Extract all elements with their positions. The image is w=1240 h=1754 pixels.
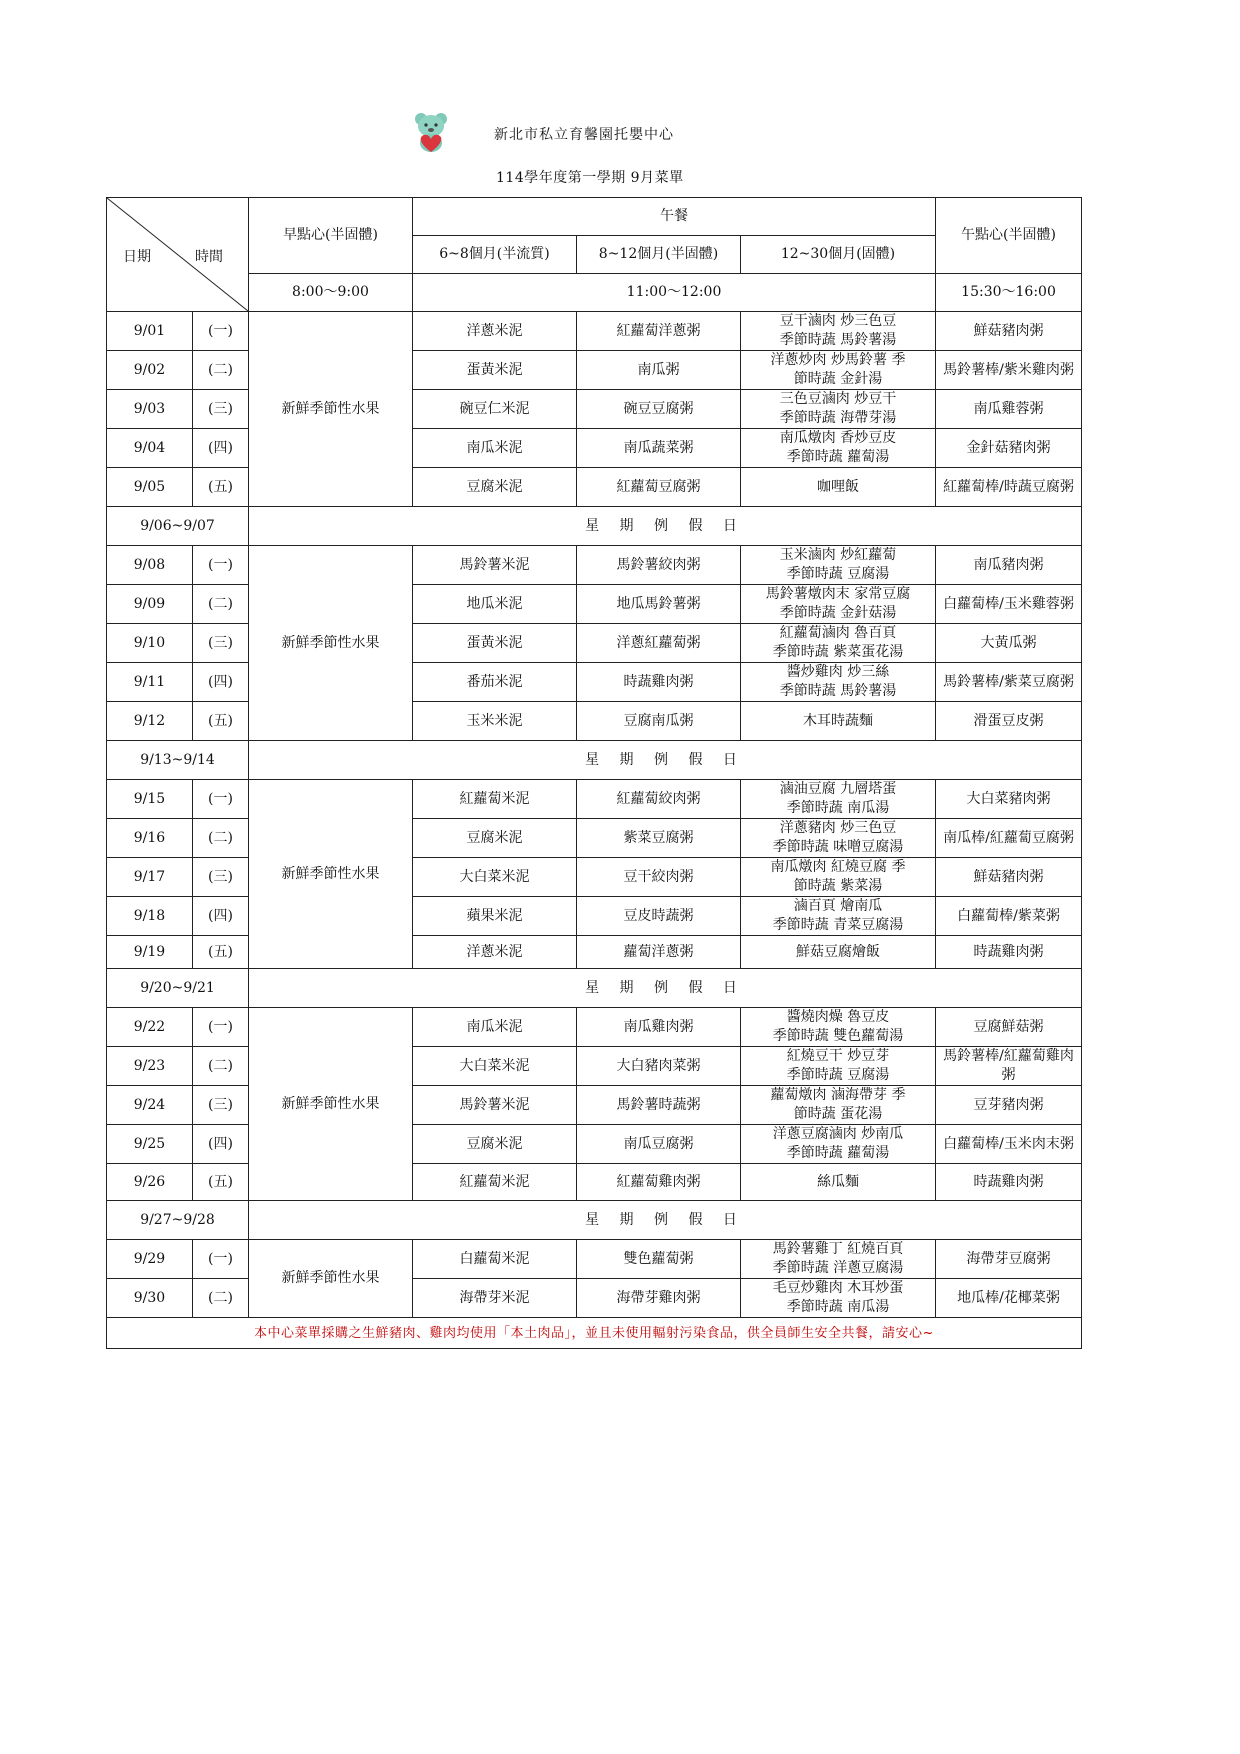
lunch-12-30-cell xyxy=(741,1164,936,1201)
lunch-6-8-cell: 玉米米泥 xyxy=(413,702,577,741)
lunch-12-30-line-1: 洋蔥豆腐滷肉 炒南瓜 xyxy=(772,1126,904,1142)
lunch-12-30-cell xyxy=(741,312,936,351)
afternoon-time: 15:30～16:00 xyxy=(936,274,1082,312)
date-cell: 9/03 xyxy=(107,390,193,429)
lunch-6-8-cell: 大白菜米泥 xyxy=(413,1047,577,1086)
weekday-cell: (二) xyxy=(193,1047,249,1086)
lunch-12-30-line-1: 玉米滷肉 炒紅蘿蔔 xyxy=(779,547,897,563)
weekday-cell: (二) xyxy=(193,585,249,624)
lunch-12-30-line-2: 季節時蔬 南瓜湯 xyxy=(786,1299,890,1315)
menu-subtitle: 114學年度第一學期 9月菜單 xyxy=(496,170,684,186)
date-cell: 9/12 xyxy=(107,702,193,741)
lunch-12-30-cell xyxy=(741,702,936,741)
lunch-6-8-cell: 蛋黃米泥 xyxy=(413,351,577,390)
lunch-8-12-cell: 紅蘿蔔豆腐粥 xyxy=(577,468,741,507)
day-row xyxy=(107,546,1082,585)
lunch-12-30-line-2: 季節時蔬 洋蔥豆腐湯 xyxy=(772,1260,904,1276)
lunch-8-12-cell: 碗豆豆腐粥 xyxy=(577,390,741,429)
afternoon-cell: 大黃瓜粥 xyxy=(936,624,1082,663)
lunch-6-8-cell: 豆腐米泥 xyxy=(413,819,577,858)
date-label: 日期 xyxy=(123,249,151,265)
lunch-header: 午餐 xyxy=(413,198,936,236)
lunch-12-30-cell xyxy=(741,585,936,624)
lunch-8-12-cell: 雙色蘿蔔粥 xyxy=(577,1240,741,1279)
lunch-12-30-header: 12~30個月(固體) xyxy=(741,236,936,274)
lunch-time: 11:00～12:00 xyxy=(413,274,936,312)
lunch-6-8-cell: 豆腐米泥 xyxy=(413,468,577,507)
lunch-8-12-cell: 紅蘿蔔洋蔥粥 xyxy=(577,312,741,351)
lunch-12-30-line-1: 紅蘿蔔滷肉 魯百頁 xyxy=(779,625,897,641)
lunch-6-8-cell: 馬鈴薯米泥 xyxy=(413,1086,577,1125)
lunch-12-30-cell xyxy=(741,390,936,429)
lunch-6-8-cell: 蛋黃米泥 xyxy=(413,624,577,663)
lunch-12-30-line-1: 咖哩飯 xyxy=(817,478,859,495)
date-cell: 9/11 xyxy=(107,663,193,702)
afternoon-cell: 南瓜棒/紅蘿蔔豆腐粥 xyxy=(936,819,1082,858)
lunch-12-30-cell xyxy=(741,351,936,390)
fruit-cell: 新鮮季節性水果 xyxy=(249,1008,413,1201)
holiday-date-range: 9/06~9/07 xyxy=(107,507,249,546)
lunch-12-30-line-2: 季節時蔬 蘿蔔湯 xyxy=(786,449,890,465)
lunch-6-8-header: 6~8個月(半流質) xyxy=(413,236,577,274)
weekday-cell: (四) xyxy=(193,897,249,936)
lunch-8-12-cell: 南瓜豆腐粥 xyxy=(577,1125,741,1164)
afternoon-cell: 海帶芽豆腐粥 xyxy=(936,1240,1082,1279)
lunch-6-8-cell: 南瓜米泥 xyxy=(413,429,577,468)
lunch-8-12-cell: 馬鈴薯絞肉粥 xyxy=(577,546,741,585)
lunch-6-8-cell: 紅蘿蔔米泥 xyxy=(413,1164,577,1201)
weekday-cell: (四) xyxy=(193,429,249,468)
lunch-12-30-cell xyxy=(741,858,936,897)
lunch-8-12-cell: 蘿蔔洋蔥粥 xyxy=(577,936,741,969)
day-row xyxy=(107,1008,1082,1047)
lunch-12-30-line-2: 季節時蔬 紫菜蛋花湯 xyxy=(772,644,904,660)
lunch-12-30-line-2: 季節時蔬 青菜豆腐湯 xyxy=(772,917,904,933)
lunch-12-30-cell xyxy=(741,819,936,858)
lunch-8-12-cell: 豆干絞肉粥 xyxy=(577,858,741,897)
lunch-8-12-cell: 大白豬肉菜粥 xyxy=(577,1047,741,1086)
lunch-12-30-line-1: 馬鈴薯雞丁 紅燒百頁 xyxy=(772,1241,904,1257)
lunch-12-30-line-2: 季節時蔬 豆腐湯 xyxy=(786,1067,890,1083)
date-cell: 9/17 xyxy=(107,858,193,897)
holiday-row xyxy=(107,741,1082,780)
lunch-12-30-line-2: 節時蔬 金針湯 xyxy=(793,371,883,387)
lunch-12-30-line-1: 醬燒肉燥 魯豆皮 xyxy=(786,1009,890,1025)
lunch-8-12-cell: 海帶芽雞肉粥 xyxy=(577,1279,741,1318)
afternoon-cell: 鮮菇豬肉粥 xyxy=(936,312,1082,351)
lunch-12-30-line-1: 洋蔥炒肉 炒馬鈴薯 季 xyxy=(770,352,906,368)
day-row xyxy=(107,780,1082,819)
lunch-12-30-line-1: 豆干滷肉 炒三色豆 xyxy=(779,313,897,329)
lunch-6-8-cell: 蘋果米泥 xyxy=(413,897,577,936)
holiday-label: 星 期 例 假 日 xyxy=(249,1201,1082,1240)
lunch-12-30-line-1: 南瓜燉肉 紅燒豆腐 季 xyxy=(770,859,906,875)
afternoon-cell: 白蘿蔔棒/玉米雞蓉粥 xyxy=(936,585,1082,624)
bear-logo-icon xyxy=(410,110,452,154)
lunch-6-8-cell: 南瓜米泥 xyxy=(413,1008,577,1047)
weekday-cell: (一) xyxy=(193,546,249,585)
weekday-cell: (一) xyxy=(193,312,249,351)
weekday-cell: (四) xyxy=(193,1125,249,1164)
weekday-cell: (一) xyxy=(193,1240,249,1279)
day-row xyxy=(107,1240,1082,1279)
holiday-label: 星 期 例 假 日 xyxy=(249,507,1082,546)
menu-table xyxy=(106,197,1082,1349)
lunch-12-30-line-2: 季節時蔬 馬鈴薯湯 xyxy=(779,332,897,348)
breakfast-header: 早點心(半固體) xyxy=(249,198,413,274)
lunch-12-30-line-1: 洋蔥豬肉 炒三色豆 xyxy=(779,820,897,836)
lunch-6-8-cell: 紅蘿蔔米泥 xyxy=(413,780,577,819)
afternoon-cell: 紅蘿蔔棒/時蔬豆腐粥 xyxy=(936,468,1082,507)
date-cell: 9/19 xyxy=(107,936,193,969)
afternoon-cell: 大白菜豬肉粥 xyxy=(936,780,1082,819)
lunch-12-30-line-1: 醬炒雞肉 炒三絲 xyxy=(786,664,890,680)
lunch-6-8-cell: 海帶芽米泥 xyxy=(413,1279,577,1318)
date-cell: 9/02 xyxy=(107,351,193,390)
date-cell: 9/04 xyxy=(107,429,193,468)
afternoon-header: 午點心(半固體) xyxy=(936,198,1082,274)
lunch-12-30-line-2: 季節時蔬 海帶芽湯 xyxy=(779,410,897,426)
holiday-label: 星 期 例 假 日 xyxy=(249,741,1082,780)
lunch-12-30-line-1: 絲瓜麵 xyxy=(817,1173,859,1190)
holiday-row xyxy=(107,507,1082,546)
lunch-12-30-line-1: 紅燒豆干 炒豆芽 xyxy=(786,1048,890,1064)
lunch-8-12-cell: 紅蘿蔔雞肉粥 xyxy=(577,1164,741,1201)
date-cell: 9/23 xyxy=(107,1047,193,1086)
weekday-cell: (三) xyxy=(193,390,249,429)
weekday-cell: (三) xyxy=(193,1086,249,1125)
afternoon-cell: 南瓜雞蓉粥 xyxy=(936,390,1082,429)
lunch-6-8-cell: 地瓜米泥 xyxy=(413,585,577,624)
lunch-8-12-cell: 時蔬雞肉粥 xyxy=(577,663,741,702)
lunch-12-30-line-2: 季節時蔬 味噌豆腐湯 xyxy=(772,839,904,855)
date-cell: 9/26 xyxy=(107,1164,193,1201)
lunch-12-30-cell xyxy=(741,624,936,663)
lunch-12-30-line-1: 木耳時蔬麵 xyxy=(803,712,873,729)
holiday-date-range: 9/27~9/28 xyxy=(107,1201,249,1240)
holiday-label: 星 期 例 假 日 xyxy=(249,969,1082,1008)
date-cell: 9/15 xyxy=(107,780,193,819)
lunch-12-30-line-2: 季節時蔬 馬鈴薯湯 xyxy=(779,683,897,699)
lunch-8-12-cell: 南瓜蔬菜粥 xyxy=(577,429,741,468)
lunch-8-12-cell: 地瓜馬鈴薯粥 xyxy=(577,585,741,624)
fruit-cell: 新鮮季節性水果 xyxy=(249,546,413,741)
lunch-12-30-cell xyxy=(741,468,936,507)
afternoon-cell: 南瓜豬肉粥 xyxy=(936,546,1082,585)
weekday-cell: (三) xyxy=(193,858,249,897)
weekday-cell: (二) xyxy=(193,819,249,858)
lunch-12-30-cell xyxy=(741,1047,936,1086)
lunch-12-30-line-2: 節時蔬 蛋花湯 xyxy=(793,1106,883,1122)
lunch-12-30-line-2: 季節時蔬 金針菇湯 xyxy=(779,605,897,621)
footer-note: 本中心菜單採購之生鮮豬肉、雞肉均使用「本土肉品」，並且未使用輻射污染食品，供全員師生安全共餐，請安心~ xyxy=(107,1318,1082,1349)
lunch-8-12-cell: 紅蘿蔔絞肉粥 xyxy=(577,780,741,819)
menu-body xyxy=(107,312,1082,1318)
lunch-6-8-cell: 洋蔥米泥 xyxy=(413,936,577,969)
lunch-12-30-line-2: 季節時蔬 雙色蘿蔔湯 xyxy=(772,1028,904,1044)
lunch-12-30-cell xyxy=(741,897,936,936)
weekday-cell: (二) xyxy=(193,1279,249,1318)
day-row xyxy=(107,312,1082,351)
fruit-cell: 新鮮季節性水果 xyxy=(249,312,413,507)
date-cell: 9/05 xyxy=(107,468,193,507)
date-cell: 9/01 xyxy=(107,312,193,351)
lunch-12-30-line-2: 季節時蔬 南瓜湯 xyxy=(786,800,890,816)
holiday-row xyxy=(107,969,1082,1008)
afternoon-cell: 豆腐鮮菇粥 xyxy=(936,1008,1082,1047)
date-time-header-cell xyxy=(107,198,249,312)
lunch-12-30-cell xyxy=(741,1008,936,1047)
lunch-8-12-cell: 南瓜粥 xyxy=(577,351,741,390)
afternoon-cell: 馬鈴薯棒/紫菜豆腐粥 xyxy=(936,663,1082,702)
lunch-8-12-cell: 豆皮時蔬粥 xyxy=(577,897,741,936)
afternoon-cell: 滑蛋豆皮粥 xyxy=(936,702,1082,741)
time-label: 時間 xyxy=(195,249,223,265)
lunch-12-30-line-1: 南瓜燉肉 香炒豆皮 xyxy=(779,430,897,446)
afternoon-cell: 白蘿蔔棒/玉米肉末粥 xyxy=(936,1125,1082,1164)
date-cell: 9/16 xyxy=(107,819,193,858)
lunch-12-30-cell xyxy=(741,780,936,819)
date-cell: 9/30 xyxy=(107,1279,193,1318)
lunch-12-30-line-1: 滷百頁 燴南瓜 xyxy=(793,898,883,914)
org-name: 新北市私立育馨園托嬰中心 xyxy=(494,127,674,143)
lunch-8-12-cell: 豆腐南瓜粥 xyxy=(577,702,741,741)
lunch-12-30-cell xyxy=(741,546,936,585)
lunch-8-12-cell: 南瓜雞肉粥 xyxy=(577,1008,741,1047)
lunch-12-30-cell xyxy=(741,1086,936,1125)
lunch-12-30-cell xyxy=(741,429,936,468)
weekday-cell: (五) xyxy=(193,468,249,507)
afternoon-cell: 時蔬雞肉粥 xyxy=(936,936,1082,969)
lunch-12-30-line-1: 毛豆炒雞肉 木耳炒蛋 xyxy=(772,1280,904,1296)
fruit-cell: 新鮮季節性水果 xyxy=(249,780,413,969)
date-cell: 9/22 xyxy=(107,1008,193,1047)
lunch-12-30-line-1: 滷油豆腐 九層塔蛋 xyxy=(779,781,897,797)
weekday-cell: (五) xyxy=(193,936,249,969)
date-cell: 9/24 xyxy=(107,1086,193,1125)
lunch-12-30-line-1: 蘿蔔燉肉 滷海帶芽 季 xyxy=(770,1087,906,1103)
weekday-cell: (一) xyxy=(193,1008,249,1047)
lunch-12-30-line-1: 馬鈴薯燉肉末 家常豆腐 xyxy=(765,586,911,602)
afternoon-cell: 地瓜棒/花椰菜粥 xyxy=(936,1279,1082,1318)
afternoon-cell: 時蔬雞肉粥 xyxy=(936,1164,1082,1201)
lunch-8-12-cell: 馬鈴薯時蔬粥 xyxy=(577,1086,741,1125)
weekday-cell: (三) xyxy=(193,624,249,663)
date-cell: 9/18 xyxy=(107,897,193,936)
date-cell: 9/29 xyxy=(107,1240,193,1279)
afternoon-cell: 金針菇豬肉粥 xyxy=(936,429,1082,468)
lunch-6-8-cell: 碗豆仁米泥 xyxy=(413,390,577,429)
lunch-8-12-header: 8~12個月(半固體) xyxy=(577,236,741,274)
lunch-12-30-cell xyxy=(741,1240,936,1279)
afternoon-cell: 白蘿蔔棒/紫菜粥 xyxy=(936,897,1082,936)
lunch-6-8-cell: 洋蔥米泥 xyxy=(413,312,577,351)
date-cell: 9/08 xyxy=(107,546,193,585)
afternoon-cell: 馬鈴薯棒/紅蘿蔔雞肉粥 xyxy=(936,1047,1082,1086)
lunch-6-8-cell: 豆腐米泥 xyxy=(413,1125,577,1164)
afternoon-cell: 鮮菇豬肉粥 xyxy=(936,858,1082,897)
afternoon-cell: 豆芽豬肉粥 xyxy=(936,1086,1082,1125)
lunch-12-30-cell xyxy=(741,1125,936,1164)
afternoon-cell: 馬鈴薯棒/紫米雞肉粥 xyxy=(936,351,1082,390)
lunch-12-30-line-2: 節時蔬 紫菜湯 xyxy=(793,878,883,894)
lunch-12-30-cell xyxy=(741,936,936,969)
lunch-6-8-cell: 白蘿蔔米泥 xyxy=(413,1240,577,1279)
holiday-row xyxy=(107,1201,1082,1240)
weekday-cell: (五) xyxy=(193,1164,249,1201)
lunch-12-30-line-2: 季節時蔬 豆腐湯 xyxy=(786,566,890,582)
lunch-12-30-line-1: 三色豆滷肉 炒豆干 xyxy=(779,391,897,407)
lunch-12-30-cell xyxy=(741,663,936,702)
weekday-cell: (四) xyxy=(193,663,249,702)
lunch-6-8-cell: 大白菜米泥 xyxy=(413,858,577,897)
date-cell: 9/10 xyxy=(107,624,193,663)
fruit-cell: 新鮮季節性水果 xyxy=(249,1240,413,1318)
lunch-6-8-cell: 馬鈴薯米泥 xyxy=(413,546,577,585)
date-cell: 9/09 xyxy=(107,585,193,624)
holiday-date-range: 9/13~9/14 xyxy=(107,741,249,780)
weekday-cell: (一) xyxy=(193,780,249,819)
weekday-cell: (五) xyxy=(193,702,249,741)
holiday-date-range: 9/20~9/21 xyxy=(107,969,249,1008)
lunch-12-30-line-1: 鮮菇豆腐燴飯 xyxy=(796,943,880,960)
breakfast-time: 8:00～9:00 xyxy=(249,274,413,312)
lunch-6-8-cell: 番茄米泥 xyxy=(413,663,577,702)
lunch-12-30-line-2: 季節時蔬 蘿蔔湯 xyxy=(786,1145,890,1161)
lunch-8-12-cell: 洋蔥紅蘿蔔粥 xyxy=(577,624,741,663)
date-cell: 9/25 xyxy=(107,1125,193,1164)
lunch-8-12-cell: 紫菜豆腐粥 xyxy=(577,819,741,858)
lunch-12-30-cell xyxy=(741,1279,936,1318)
weekday-cell: (二) xyxy=(193,351,249,390)
